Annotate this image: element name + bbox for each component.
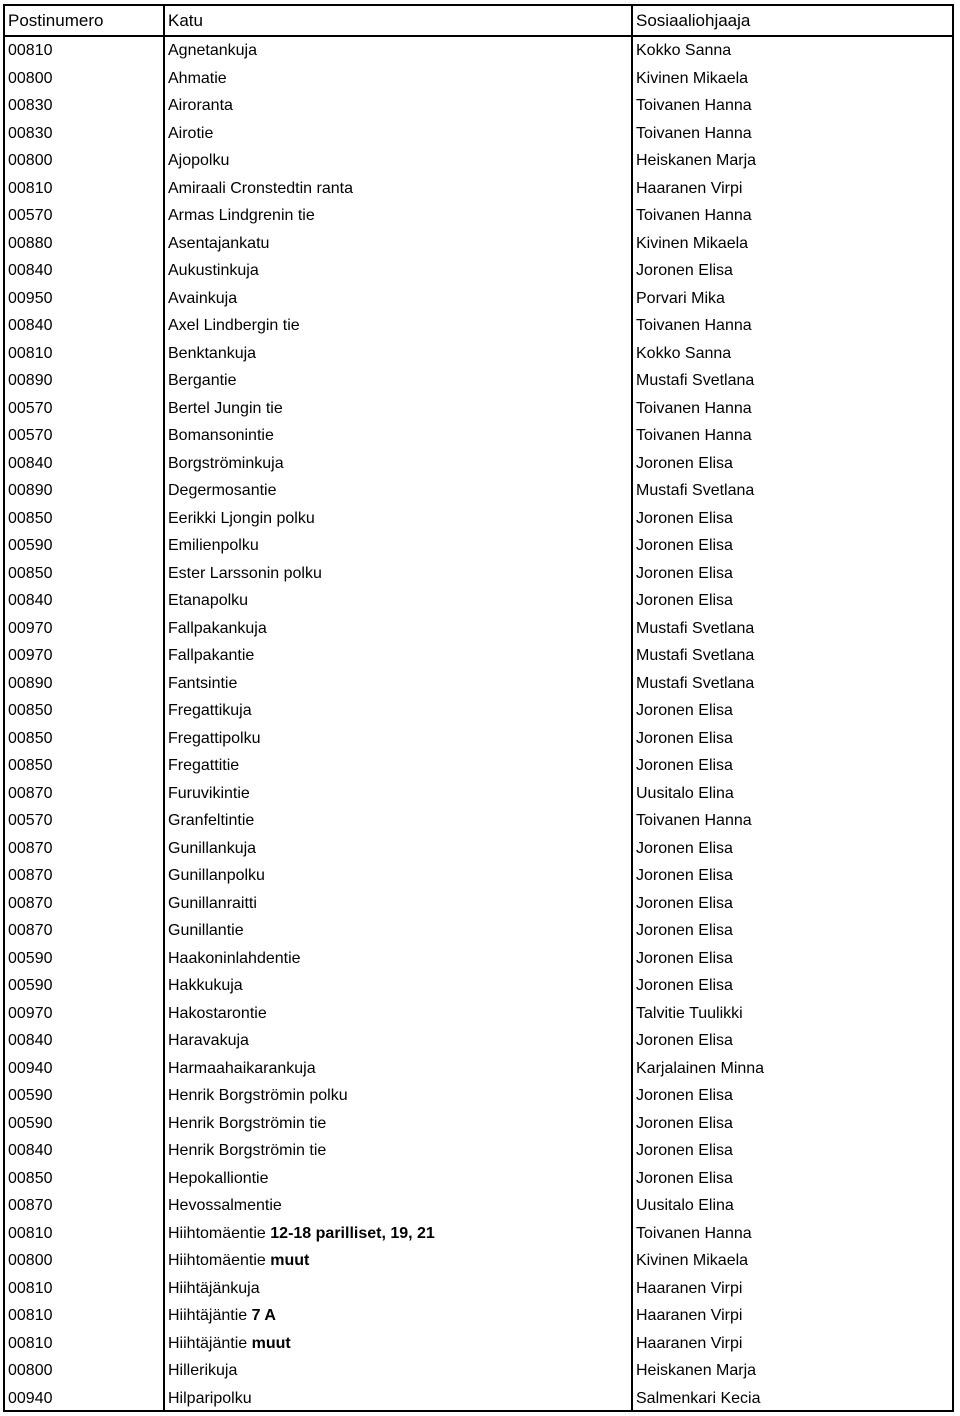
zip-cell: 00870 <box>8 867 53 884</box>
zip-cell: 00850 <box>8 509 53 527</box>
social-worker-cell: Joronen Elisa <box>636 949 733 967</box>
street-qualifier: muut <box>270 1252 310 1269</box>
street-name: Hiihtomäentie <box>168 1224 271 1242</box>
social-worker-cell: Toivanen Hanna <box>636 207 752 224</box>
street-name: Henrik Borgströmin tie <box>168 1114 327 1132</box>
social-worker-cell: Toivanen Hanna <box>636 124 752 142</box>
street-name: Hilparipolku <box>168 1389 252 1407</box>
social-worker-cell: Joronen Elisa <box>636 757 733 774</box>
social-worker-cell: Joronen Elisa <box>636 894 733 912</box>
street-name: Borgströminkuja <box>168 454 284 472</box>
zip-cell: 00850 <box>8 1169 53 1187</box>
street-name: Armas Lindgrenin tie <box>168 207 315 224</box>
street-name: Henrik Borgströmin tie <box>168 1142 327 1159</box>
street-name: Bomansonintie <box>168 427 274 444</box>
street-cell <box>168 1247 628 1275</box>
street-name: Bergantie <box>168 372 237 389</box>
social-worker-cell: Joronen Elisa <box>636 1114 733 1132</box>
social-worker-cell: Kokko Sanna <box>636 344 732 362</box>
street-cell <box>168 615 628 643</box>
street-cell <box>168 1137 628 1165</box>
street-cell <box>168 917 628 945</box>
street-cell <box>168 1027 628 1055</box>
table-row <box>5 1027 952 1055</box>
table-row <box>5 615 952 643</box>
street-name: Fallpakankuja <box>168 619 267 637</box>
zip-cell: 00850 <box>8 757 53 774</box>
zip-cell: 00880 <box>8 234 53 252</box>
street-name: Airoranta <box>168 97 233 114</box>
street-cell <box>168 65 628 93</box>
street-name: Hakkukuja <box>168 977 243 994</box>
street-cell <box>168 1192 628 1220</box>
zip-cell: 00870 <box>8 784 53 802</box>
zip-cell: 00810 <box>8 344 53 362</box>
zip-cell: 00590 <box>8 949 53 967</box>
street-cell <box>168 92 628 120</box>
table-row <box>5 312 952 340</box>
street-name: Hepokalliontie <box>168 1169 269 1187</box>
street-name: Hillerikuja <box>168 1362 238 1379</box>
social-worker-cell: Joronen Elisa <box>636 592 733 609</box>
street-name: Fantsintie <box>168 674 238 692</box>
street-cell <box>168 367 628 395</box>
social-worker-cell: Joronen Elisa <box>636 454 733 472</box>
zip-cell: 00810 <box>8 179 53 197</box>
zip-cell: 00800 <box>8 1252 53 1269</box>
street-cell <box>168 340 628 368</box>
street-name: Haravakuja <box>168 1032 249 1049</box>
social-worker-cell: Haaranen Virpi <box>636 1307 743 1324</box>
street-name: Gunillantie <box>168 922 244 939</box>
table-row <box>5 1110 952 1138</box>
zip-cell: 00830 <box>8 97 53 114</box>
street-name: Hiihtäjänkuja <box>168 1279 260 1297</box>
street-name: Agnetankuja <box>168 42 257 59</box>
zip-cell: 00890 <box>8 372 53 389</box>
table-row <box>5 1247 952 1275</box>
street-cell <box>168 972 628 1000</box>
street-cell <box>168 560 628 588</box>
street-cell <box>168 752 628 780</box>
street-cell <box>168 312 628 340</box>
street-name: Gunillankuja <box>168 839 257 857</box>
social-worker-cell: Karjalainen Minna <box>636 1059 765 1077</box>
social-worker-cell: Kivinen Mikaela <box>636 234 749 252</box>
street-name: Benktankuja <box>168 344 257 362</box>
street-cell <box>168 422 628 450</box>
social-worker-cell: Joronen Elisa <box>636 509 733 527</box>
street-cell <box>168 1110 628 1138</box>
street-cell <box>168 945 628 973</box>
zip-cell: 00590 <box>8 537 53 554</box>
street-name: Hevossalmentie <box>168 1197 282 1214</box>
table-row <box>5 37 952 65</box>
table-row <box>5 340 952 368</box>
social-worker-cell: Kivinen Mikaela <box>636 69 749 87</box>
social-worker-cell: Joronen Elisa <box>636 867 733 884</box>
table-row <box>5 1082 952 1110</box>
street-cell <box>168 120 628 148</box>
zip-cell: 00810 <box>8 1334 53 1352</box>
street-name: Etanapolku <box>168 592 249 609</box>
zip-cell: 00850 <box>8 702 53 719</box>
zip-cell: 00800 <box>8 1362 53 1379</box>
table-row <box>5 147 952 175</box>
table-row <box>5 1000 952 1028</box>
social-worker-cell: Toivanen Hanna <box>636 812 752 829</box>
street-name: Gunillanraitti <box>168 894 257 912</box>
street-cell <box>168 670 628 698</box>
street-cell <box>168 450 628 478</box>
zip-cell: 00590 <box>8 1087 53 1104</box>
social-worker-cell: Joronen Elisa <box>636 839 733 857</box>
street-cell <box>168 37 628 65</box>
street-name: Amiraali Cronstedtin ranta <box>168 179 353 197</box>
social-worker-cell: Toivanen Hanna <box>636 1224 752 1242</box>
social-worker-cell: Mustafi Svetlana <box>636 619 755 637</box>
social-worker-cell: Joronen Elisa <box>636 977 733 994</box>
social-worker-cell: Heiskanen Marja <box>636 152 757 169</box>
table-row <box>5 395 952 423</box>
social-worker-cell: Talvitie Tuulikki <box>636 1004 743 1022</box>
table-row <box>5 532 952 560</box>
social-worker-cell: Salmenkari Kecia <box>636 1389 761 1407</box>
social-worker-cell: Porvari Mika <box>636 289 725 307</box>
street-name: Furuvikintie <box>168 784 250 802</box>
header-katu: Katu <box>168 11 203 30</box>
street-qualifier: 7 A <box>251 1307 276 1324</box>
table-row <box>5 890 952 918</box>
social-worker-cell: Joronen Elisa <box>636 537 733 554</box>
zip-cell: 00570 <box>8 207 53 224</box>
zip-cell: 00870 <box>8 894 53 912</box>
zip-cell: 00940 <box>8 1059 53 1077</box>
zip-cell: 00840 <box>8 454 53 472</box>
zip-cell: 00870 <box>8 922 53 939</box>
table-row <box>5 1302 952 1330</box>
zip-cell: 00850 <box>8 564 53 582</box>
street-cell <box>168 1055 628 1083</box>
zip-cell: 00800 <box>8 69 53 87</box>
zip-cell: 00840 <box>8 317 53 334</box>
table-row <box>5 1275 952 1303</box>
street-cell <box>168 285 628 313</box>
header-sosiaaliohjaaja: Sosiaaliohjaaja <box>636 11 751 30</box>
social-worker-cell: Toivanen Hanna <box>636 317 752 334</box>
social-worker-cell: Mustafi Svetlana <box>636 647 755 664</box>
zip-cell: 00870 <box>8 839 53 857</box>
table-row <box>5 65 952 93</box>
zip-cell: 00850 <box>8 729 53 747</box>
street-name: Henrik Borgströmin polku <box>168 1087 348 1104</box>
street-qualifier: muut <box>251 1334 291 1352</box>
table-row <box>5 1165 952 1193</box>
street-cell <box>168 862 628 890</box>
table-row <box>5 560 952 588</box>
street-name: Ajopolku <box>168 152 230 169</box>
social-worker-cell: Joronen Elisa <box>636 702 733 719</box>
zip-cell: 00950 <box>8 289 53 307</box>
zip-cell: 00810 <box>8 1224 53 1242</box>
social-worker-cell: Haaranen Virpi <box>636 1279 743 1297</box>
zip-cell: 00970 <box>8 619 53 637</box>
table-row <box>5 120 952 148</box>
street-cell <box>168 1220 628 1248</box>
street-name: Fregattipolku <box>168 729 261 747</box>
street-name: Axel Lindbergin tie <box>168 317 300 334</box>
street-name: Gunillanpolku <box>168 867 265 884</box>
street-name: Ester Larssonin polku <box>168 564 322 582</box>
table-row <box>5 725 952 753</box>
street-cell <box>168 587 628 615</box>
street-cell <box>168 257 628 285</box>
zip-cell: 00840 <box>8 262 53 279</box>
street-name: Airotie <box>168 124 214 142</box>
table-row <box>5 917 952 945</box>
table-row <box>5 945 952 973</box>
social-worker-cell: Uusitalo Elina <box>636 1197 734 1214</box>
street-cell <box>168 230 628 258</box>
street-name: Hakostarontie <box>168 1004 267 1022</box>
street-cell <box>168 147 628 175</box>
street-name: Haakoninlahdentie <box>168 949 301 967</box>
social-worker-cell: Toivanen Hanna <box>636 399 752 417</box>
zip-cell: 00590 <box>8 1114 53 1132</box>
social-worker-cell: Joronen Elisa <box>636 922 733 939</box>
table-row <box>5 450 952 478</box>
street-table <box>3 4 954 1412</box>
table-row <box>5 1357 952 1385</box>
table-row <box>5 230 952 258</box>
social-worker-cell: Joronen Elisa <box>636 729 733 747</box>
street-name: Fregattitie <box>168 757 240 774</box>
social-worker-cell: Kivinen Mikaela <box>636 1252 749 1269</box>
social-worker-cell: Toivanen Hanna <box>636 427 752 444</box>
street-cell <box>168 1275 628 1303</box>
table-row <box>5 972 952 1000</box>
zip-cell: 00940 <box>8 1389 53 1407</box>
table-row <box>5 1220 952 1248</box>
header-postinumero: Postinumero <box>8 11 104 30</box>
street-cell <box>168 532 628 560</box>
zip-cell: 00810 <box>8 1279 53 1297</box>
zip-cell: 00830 <box>8 124 53 142</box>
street-name: Hiihtomäentie <box>168 1252 271 1269</box>
street-cell <box>168 1385 628 1413</box>
street-cell <box>168 697 628 725</box>
street-name: Granfeltintie <box>168 812 255 829</box>
table-row <box>5 175 952 203</box>
street-cell <box>168 202 628 230</box>
street-name: Degermosantie <box>168 482 277 499</box>
social-worker-cell: Uusitalo Elina <box>636 784 734 802</box>
header-row <box>5 6 952 35</box>
street-cell <box>168 1357 628 1385</box>
street-name: Harmaahaikarankuja <box>168 1059 316 1077</box>
street-cell <box>168 725 628 753</box>
table-row <box>5 1192 952 1220</box>
street-name: Avainkuja <box>168 289 238 307</box>
zip-cell: 00870 <box>8 1197 53 1214</box>
street-cell <box>168 1165 628 1193</box>
street-cell <box>168 890 628 918</box>
street-name: Eerikki Ljongin polku <box>168 509 315 527</box>
street-name: Emilienpolku <box>168 537 259 554</box>
social-worker-cell: Joronen Elisa <box>636 1032 733 1049</box>
social-worker-cell: Mustafi Svetlana <box>636 482 755 499</box>
social-worker-cell: Joronen Elisa <box>636 1142 733 1159</box>
street-name: Aukustinkuja <box>168 262 259 279</box>
zip-cell: 00810 <box>8 1307 53 1324</box>
street-name: Hiihtäjäntie <box>168 1334 252 1352</box>
zip-cell: 00840 <box>8 1032 53 1049</box>
zip-cell: 00840 <box>8 592 53 609</box>
table-row <box>5 1137 952 1165</box>
social-worker-cell: Haaranen Virpi <box>636 179 743 197</box>
table-row <box>5 1055 952 1083</box>
street-cell <box>168 395 628 423</box>
street-cell <box>168 835 628 863</box>
street-cell <box>168 1302 628 1330</box>
zip-cell: 00570 <box>8 427 53 444</box>
table-row <box>5 1385 952 1413</box>
street-cell <box>168 1330 628 1358</box>
social-worker-cell: Heiskanen Marja <box>636 1362 757 1379</box>
table-row <box>5 862 952 890</box>
street-cell <box>168 1000 628 1028</box>
table-row <box>5 642 952 670</box>
zip-cell: 00800 <box>8 152 53 169</box>
table-row <box>5 477 952 505</box>
table-row <box>5 587 952 615</box>
table-row <box>5 92 952 120</box>
zip-cell: 00570 <box>8 812 53 829</box>
zip-cell: 00970 <box>8 647 53 664</box>
street-name: Fallpakantie <box>168 647 255 664</box>
social-worker-cell: Haaranen Virpi <box>636 1334 743 1352</box>
street-cell <box>168 780 628 808</box>
table-row <box>5 367 952 395</box>
street-name: Fregattikuja <box>168 702 252 719</box>
table-row <box>5 807 952 835</box>
street-name: Ahmatie <box>168 69 227 87</box>
table-row <box>5 1330 952 1358</box>
table-row <box>5 505 952 533</box>
street-cell <box>168 505 628 533</box>
zip-cell: 00570 <box>8 399 53 417</box>
social-worker-cell: Joronen Elisa <box>636 1087 733 1104</box>
table-row <box>5 257 952 285</box>
zip-cell: 00840 <box>8 1142 53 1159</box>
table-row <box>5 697 952 725</box>
street-qualifier: 12-18 parilliset, 19, 21 <box>270 1224 435 1242</box>
zip-cell: 00970 <box>8 1004 53 1022</box>
table-row <box>5 285 952 313</box>
street-cell <box>168 175 628 203</box>
street-cell <box>168 1082 628 1110</box>
zip-cell: 00810 <box>8 42 53 59</box>
table-row <box>5 835 952 863</box>
social-worker-cell: Joronen Elisa <box>636 1169 733 1187</box>
table-row <box>5 780 952 808</box>
table-row <box>5 422 952 450</box>
street-name: Hiihtäjäntie <box>168 1307 252 1324</box>
zip-cell: 00890 <box>8 482 53 499</box>
street-cell <box>168 477 628 505</box>
table-row <box>5 202 952 230</box>
street-name: Asentajankatu <box>168 234 270 252</box>
street-cell <box>168 807 628 835</box>
social-worker-cell: Joronen Elisa <box>636 262 733 279</box>
social-worker-cell: Mustafi Svetlana <box>636 372 755 389</box>
social-worker-cell: Joronen Elisa <box>636 564 733 582</box>
street-cell <box>168 642 628 670</box>
social-worker-cell: Mustafi Svetlana <box>636 674 755 692</box>
street-name: Bertel Jungin tie <box>168 399 283 417</box>
social-worker-cell: Kokko Sanna <box>636 42 732 59</box>
table-row <box>5 752 952 780</box>
zip-cell: 00590 <box>8 977 53 994</box>
zip-cell: 00890 <box>8 674 53 692</box>
social-worker-cell: Toivanen Hanna <box>636 97 752 114</box>
table-row <box>5 670 952 698</box>
